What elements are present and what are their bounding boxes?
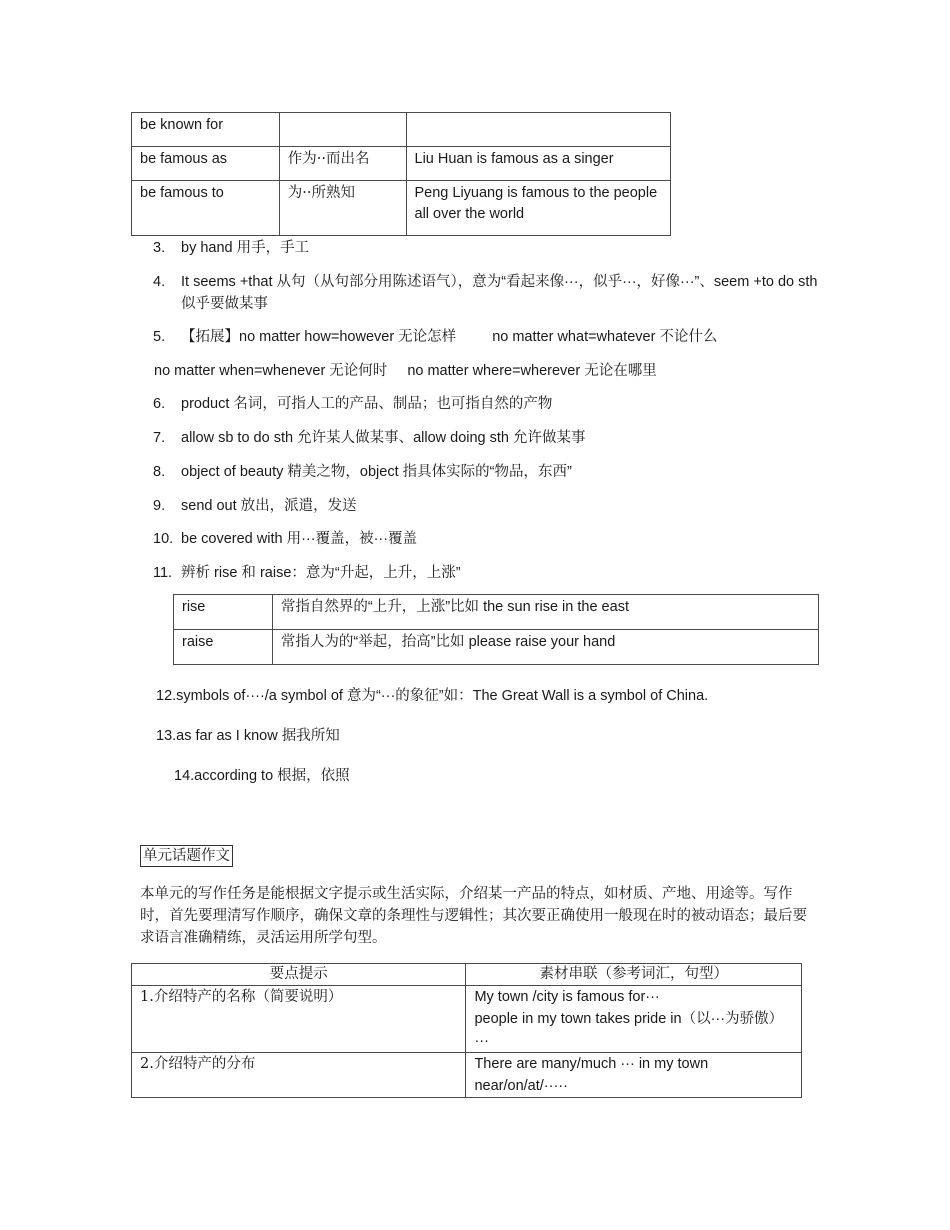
- table-row: [132, 147, 671, 181]
- list-item: 13.as far as I know 据我所知: [156, 728, 340, 744]
- list-item: [153, 326, 717, 348]
- list-number: 9.: [153, 498, 166, 514]
- table-cell: 1.介绍特产的名称（简要说明）: [132, 986, 466, 1053]
- table-cell: rise: [174, 595, 273, 630]
- table-cell: 为··所熟知: [279, 181, 406, 236]
- table-row: [132, 181, 671, 236]
- table-row: [132, 113, 671, 147]
- table-cell: Peng Liyuang is famous to the people all over the world: [406, 181, 671, 236]
- list-item: [153, 427, 586, 449]
- list-number: 11.: [153, 565, 173, 581]
- table-row: [132, 986, 802, 1053]
- table-cell: be famous to: [132, 181, 280, 236]
- phrase-table: [131, 112, 671, 236]
- section-paragraph: 本单元的写作任务是能根据文字提示或生活实际，介绍某一产品的特点，如材质、产地、用途等。写作时，首先要理清写作顺序，确保文章的条理性与逻辑性；其次要正确使用一般现在时的被动语态；最后要求语言准确精练，灵活运用所学句型。: [140, 886, 807, 946]
- list-text: 【拓展】no matter how=however 无论怎样: [181, 329, 457, 345]
- list-item: [153, 237, 309, 259]
- table-row: [174, 595, 819, 630]
- list-continuation: no matter when=whenever 无论何时 no matter where=wherever 无论在哪里: [154, 363, 657, 379]
- list-number: 7.: [153, 430, 166, 446]
- writing-tips-table: [131, 963, 802, 1098]
- table-cell: My town /city is famous for··· people in my town takes pride in（以···为骄傲） ···: [466, 986, 802, 1053]
- table-cell: [406, 113, 671, 147]
- list-item: [153, 562, 461, 584]
- table-header: 要点提示: [132, 964, 466, 986]
- list-text: allow sb to do sth 允许某人做某事、allow doing sth 允许做某事: [181, 430, 586, 446]
- list-number: 8.: [153, 464, 166, 480]
- table-cell: 2.介绍特产的分布: [132, 1053, 466, 1098]
- list-number: 3.: [153, 240, 166, 256]
- table-header: 素材串联（参考词汇，句型）: [466, 964, 802, 986]
- section-heading: 单元话题作文: [140, 845, 233, 867]
- table-cell: Liu Huan is famous as a singer: [406, 147, 671, 181]
- list-item: 12.symbols of····/a symbol of 意为“···的象征”如：The Great Wall is a symbol of China.: [156, 688, 709, 704]
- list-number: 10.: [153, 531, 174, 547]
- list-number: 4.: [153, 274, 166, 290]
- list-number: 5.: [153, 329, 166, 345]
- list-text: send out 放出，派遣，发送: [181, 498, 357, 514]
- table-cell: be famous as: [132, 147, 280, 181]
- list-item: [153, 495, 357, 517]
- list-item: [153, 461, 572, 483]
- table-row: [174, 630, 819, 665]
- table-cell: 常指人为的“举起，抬高”比如 please raise your hand: [272, 630, 818, 665]
- table-cell: raise: [174, 630, 273, 665]
- list-item: [153, 528, 417, 550]
- list-text: product 名词，可指人工的产品、制品；也可指自然的产物: [181, 396, 553, 412]
- table-header-row: [132, 964, 802, 986]
- list-text: no matter what=whatever 不论什么: [492, 329, 718, 345]
- list-item: [153, 271, 181, 293]
- rise-raise-table: [173, 594, 819, 665]
- list-text: by hand 用手，手工: [181, 240, 310, 256]
- table-row: [132, 1053, 802, 1098]
- list-number: 6.: [153, 396, 166, 412]
- table-cell: 常指自然界的“上升，上涨”比如 the sun rise in the east: [272, 595, 818, 630]
- list-text: 辨析 rise 和 raise：意为“升起，上升，上涨”: [181, 565, 461, 581]
- table-cell: [279, 113, 406, 147]
- list-text: be covered with 用···覆盖，被···覆盖: [181, 531, 418, 547]
- table-cell: 作为··而出名: [279, 147, 406, 181]
- table-cell: There are many/much ··· in my town near/on/at/·····: [466, 1053, 802, 1098]
- list-item: [153, 393, 552, 415]
- list-text: It seems +that 从句（从句部分用陈述语气），意为“看起来像···，似乎···，好像···”、seem +to do sth 似乎要做某事: [181, 274, 818, 312]
- list-text: object of beauty 精美之物，object 指具体实际的“物品，东西”: [181, 464, 572, 480]
- table-cell: be known for: [132, 113, 280, 147]
- list-item: 14.according to 根据，依照: [174, 768, 350, 784]
